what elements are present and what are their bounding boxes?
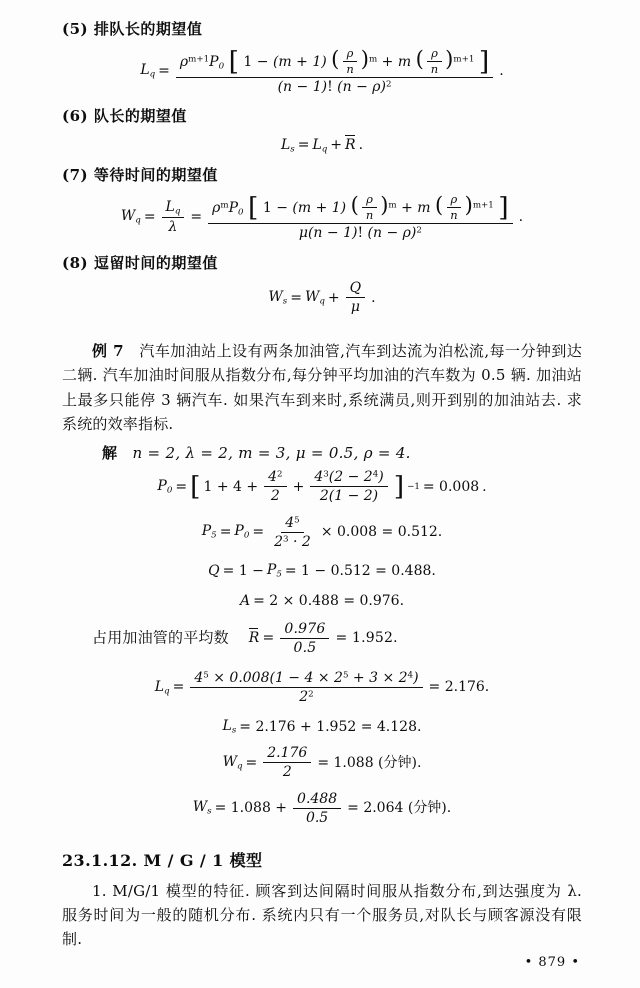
formula-q: Q = 1 − $P_5$ = 1 − 0.512 = 0.488. bbox=[208, 562, 436, 580]
formula-ls-general: $L_s$ = $L_q$ + R . bbox=[280, 136, 364, 155]
heading-item-6: (6) 队长的期望值 bbox=[62, 107, 187, 126]
page-number: • 879 • bbox=[524, 955, 580, 970]
formula-lq-general: $L_q$ = $\rho^{m+1}P_0$ [ 1 − (m + 1) ( $\frac{\rho}{n}$ )$^m$ + m ( $\frac{\rho}{n}$ )$^{m+1}$ ] (n − 1)! $(n - \rho)^2$ . bbox=[140, 45, 504, 96]
page-content bbox=[62, 18, 582, 954]
example-label: 例 7 bbox=[92, 342, 124, 361]
formula-p0: $P_0$ = [ 1 + 4 + $\frac{4^2}{2}$ + $\frac{4^3(2 - 2^4)}{2(1 - 2)}$ ] −1 = 0.008 . bbox=[157, 469, 487, 505]
formula-ws-value: $W_s$ = 1.088 + $\frac{0.488}{0.5}$ = 2.064 (分钟). bbox=[192, 790, 452, 826]
formula-ws-general: $W_s$ = $W_q$ + $\frac{Q}{\mu}$ . bbox=[268, 280, 376, 316]
solution-label: 解 bbox=[102, 444, 118, 463]
solution-given-values: n = 2, λ = 2, m = 3, μ = 0.5, ρ = 4. bbox=[132, 444, 411, 463]
example-text: 汽车加油站上设有两条加油管,汽车到达流为泊松流,每一分钟到达二辆. 汽车加油时间服从指数分布,每分钟平均加油的汽车数为 0.5 辆. 加油站上最多只能停 3 辆汽车. 如果汽车到来时,系统满员,则开到别的加油站去. 求系统的效率指标. bbox=[62, 342, 582, 434]
section-paragraph: 1. M/G/1 模型的特征. 顾客到达间隔时间服从指数分布,到达强度为 λ. 服务时间为一般的随机分布. 系统内只有一个服务员,对队长与顾客源没有限制. bbox=[62, 881, 582, 949]
solution-given bbox=[62, 442, 582, 463]
example-paragraph bbox=[62, 339, 582, 436]
section-title: 23.1.12. M / G / 1 模型 bbox=[62, 850, 263, 870]
formula-a: A = 2 × 0.488 = 0.976. bbox=[239, 592, 405, 609]
heading-item-8: (8) 逗留时间的期望值 bbox=[62, 253, 218, 272]
formula-wq-value: $W_q$ = $\frac{2.176}{2}$ = 1.088 (分钟). bbox=[222, 745, 422, 781]
formula-lq-value: $L_q$ = $\frac{4^5 \times 0.008(1 - 4 \times 2^5 + 3 \times 2^4)}{2^2}$ = 2.176. bbox=[154, 669, 490, 705]
heading-item-7: (7) 等待时间的期望值 bbox=[62, 166, 218, 185]
rbar-label: 占用加油管的平均数 bbox=[92, 628, 229, 647]
formula-p5: $P_5$ = $P_0$ = $\frac{4^5}{2^3 \cdot 2}$ × 0.008 = 0.512. bbox=[201, 514, 443, 550]
formula-ls-value: $L_s$ = 2.176 + 1.952 = 4.128. bbox=[222, 717, 422, 736]
heading-item-5: (5) 排队长的期望值 bbox=[62, 20, 203, 38]
formula-wq-general: $W_q$ = $\frac{L_q}{\lambda}$ = $\rho^mP_0$ [ 1 − (m + 1) ( $\frac{\rho}{n}$ )$^m$ + m ( $\frac{\rho}{n}$ )$^{m+1}$ ] μ(n − 1)! $(n - \rho)^2$ . bbox=[120, 191, 524, 242]
rbar-line: 占用加油管的平均数 R = $\frac{0.976}{0.5}$ = 1.952. bbox=[92, 620, 398, 656]
